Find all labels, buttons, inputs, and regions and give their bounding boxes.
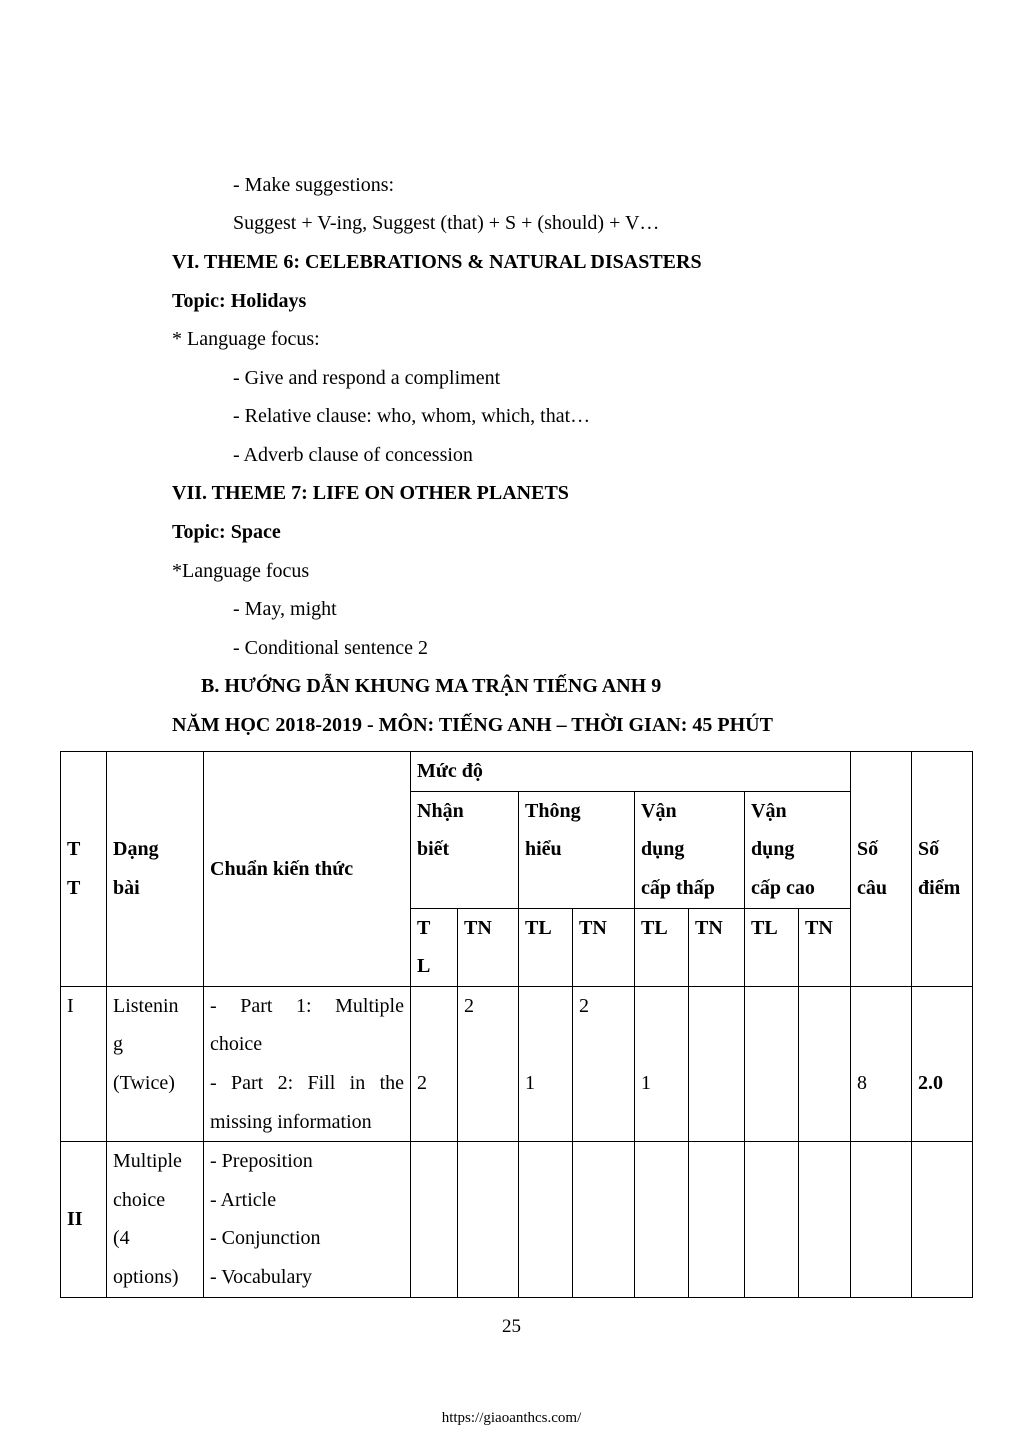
footer-url: https://giaoanthcs.com/	[441, 1410, 582, 1426]
row-dang-bai: Listenin g (Twice)	[107, 986, 204, 1141]
text-may-might: - May, might	[233, 598, 337, 620]
header-van-dung-cao: Vận dụng cấp cao	[745, 791, 851, 908]
cell-nb-tn: 2	[458, 986, 519, 1141]
sub-tn-4: TN	[799, 908, 851, 986]
empty-cell	[458, 1142, 519, 1298]
sub-tl-4: TL	[745, 908, 799, 986]
row-chuan: - Part 1: Multiple choice - Part 2: Fill in the missing information	[204, 986, 411, 1141]
empty-cell	[519, 1142, 573, 1298]
cell-vdc-tn	[799, 986, 851, 1141]
sub-tl-2: TL	[519, 908, 573, 986]
table-row	[61, 1142, 973, 1298]
topic-space: Topic: Space	[172, 521, 281, 543]
header-thong-hieu: Thông hiểu	[519, 791, 635, 908]
heading-theme-6: VI. THEME 6: CELEBRATIONS & NATURAL DISASTERS	[172, 251, 702, 273]
row-chuan: - Preposition - Article - Conjunction - Vocabulary	[204, 1142, 411, 1298]
cell-so-diem: 2.0	[912, 986, 973, 1141]
sub-tn-1: TN	[458, 908, 519, 986]
header-tt: T T	[61, 752, 107, 987]
text-make-suggestions: - Make suggestions:	[233, 174, 395, 196]
empty-cell	[411, 1142, 458, 1298]
table-row	[61, 986, 973, 1141]
header-dang-bai: Dạng bài	[107, 752, 204, 987]
header-chuan-kien-thuc: Chuẩn kiến thức	[204, 752, 411, 987]
text-compliment: - Give and respond a compliment	[233, 367, 501, 389]
cell-th-tn: 2	[573, 986, 635, 1141]
cell-vdc-tl	[745, 986, 799, 1141]
language-focus-label-2: *Language focus	[172, 560, 310, 582]
heading-school-year: NĂM HỌC 2018-2019 - MÔN: TIẾNG ANH – THỜI GIAN: 45 PHÚT	[172, 714, 773, 736]
sub-tn-3: TN	[689, 908, 745, 986]
empty-cell	[799, 1142, 851, 1298]
row-dang-bai: Multiple choice (4 options)	[107, 1142, 204, 1298]
header-so-cau: Số câu	[851, 752, 912, 987]
text-adverb-clause: - Adverb clause of concession	[233, 444, 473, 466]
page-number: 25	[502, 1316, 521, 1337]
empty-cell	[851, 1142, 912, 1298]
cell-vdt-tl: 1	[635, 986, 689, 1141]
heading-theme-7: VII. THEME 7: LIFE ON OTHER PLANETS	[172, 482, 569, 504]
header-nhan-biet: Nhận biết	[411, 791, 519, 908]
empty-cell	[689, 1142, 745, 1298]
cell-vdt-tn	[689, 986, 745, 1141]
topic-holidays: Topic: Holidays	[172, 290, 307, 312]
empty-cell	[573, 1142, 635, 1298]
heading-section-b: B. HƯỚNG DẪN KHUNG MA TRẬN TIẾNG ANH 9	[201, 675, 662, 697]
row-number: II	[61, 1142, 107, 1298]
empty-cell	[635, 1142, 689, 1298]
row-number: I	[61, 986, 107, 1141]
cell-th-tl: 1	[519, 986, 573, 1141]
language-focus-label: * Language focus:	[172, 328, 320, 350]
text-suggest-structure: Suggest + V-ing, Suggest (that) + S + (should) + V…	[233, 212, 660, 234]
cell-nb-tl: 2	[411, 986, 458, 1141]
sub-tn-2: TN	[573, 908, 635, 986]
matrix-table	[60, 751, 973, 1298]
text-relative-clause: - Relative clause: who, whom, which, that…	[233, 405, 591, 427]
header-van-dung-thap: Vận dụng cấp thấp	[635, 791, 745, 908]
empty-cell	[912, 1142, 973, 1298]
text-conditional: - Conditional sentence 2	[233, 637, 428, 659]
sub-tl-1: T L	[411, 908, 458, 986]
header-muc-do: Mức độ	[411, 752, 851, 792]
header-so-diem: Số điểm	[912, 752, 973, 987]
cell-so-cau: 8	[851, 986, 912, 1141]
sub-tl-3: TL	[635, 908, 689, 986]
empty-cell	[745, 1142, 799, 1298]
